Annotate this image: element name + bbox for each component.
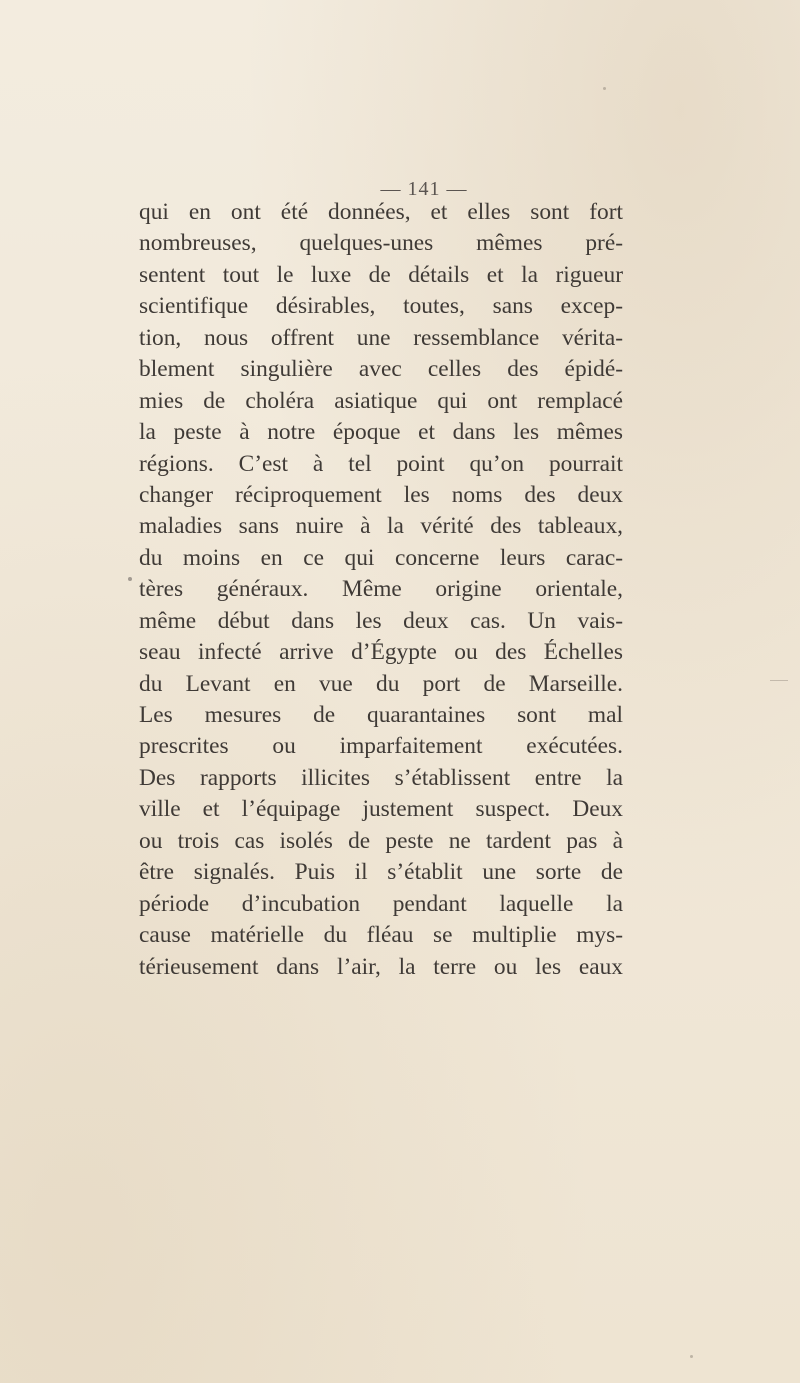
text-line: maladies sans nuire à la vérité des tableaux, — [139, 513, 623, 540]
text-line: être signalés. Puis il s’établit une sorte de — [139, 859, 623, 886]
text-line: sentent tout le luxe de détails et la rigueur — [139, 261, 623, 288]
text-line: seau infecté arrive d’Égypte ou des Échelles — [139, 639, 623, 666]
text-line: du moins en ce qui concerne leurs carac- — [139, 544, 623, 571]
paper-speck — [690, 1355, 693, 1358]
text-line: Des rapports illicites s’établissent entre la — [139, 764, 623, 791]
text-line: nombreuses, quelques-unes mêmes pré- — [139, 230, 623, 257]
text-line: prescrites ou imparfaitement exécutées. — [139, 733, 623, 760]
paper-speck — [603, 87, 606, 90]
text-line: période d’incubation pendant laquelle la — [139, 890, 623, 917]
text-line: ville et l’équipage justement suspect. Deux — [139, 796, 623, 823]
text-line: cause matérielle du fléau se multiplie mys- — [139, 922, 623, 949]
text-line: qui en ont été données, et elles sont fort — [139, 199, 623, 225]
text-line: tion, nous offrent une ressemblance vérita- — [139, 324, 623, 351]
text-line: scientifique désirables, toutes, sans excep- — [139, 293, 623, 320]
text-line: du Levant en vue du port de Marseille. — [139, 670, 623, 697]
text-line: tères généraux. Même origine orientale, — [139, 576, 623, 603]
text-line: régions. C’est à tel point qu’on pourrait — [139, 450, 623, 477]
stray-ink-dot — [128, 577, 132, 581]
text-line: changer réciproquement les noms des deux — [139, 481, 623, 508]
body-text — [139, 197, 623, 983]
text-line: même début dans les deux cas. Un vais- — [139, 607, 623, 634]
text-line: térieusement dans l’air, la terre ou les eaux — [139, 953, 623, 980]
text-line: mies de choléra asiatique qui ont remplacé — [139, 387, 623, 414]
text-line: ou trois cas isolés de peste ne tardent pas à — [139, 827, 623, 854]
text-line: blement singulière avec celles des épidé- — [139, 356, 623, 383]
text-line: Les mesures de quarantaines sont mal — [139, 702, 623, 728]
text-line: la peste à notre époque et dans les mêmes — [139, 419, 623, 446]
page-number: — 141 — — [380, 178, 468, 200]
paper-edge-mark — [770, 680, 788, 681]
